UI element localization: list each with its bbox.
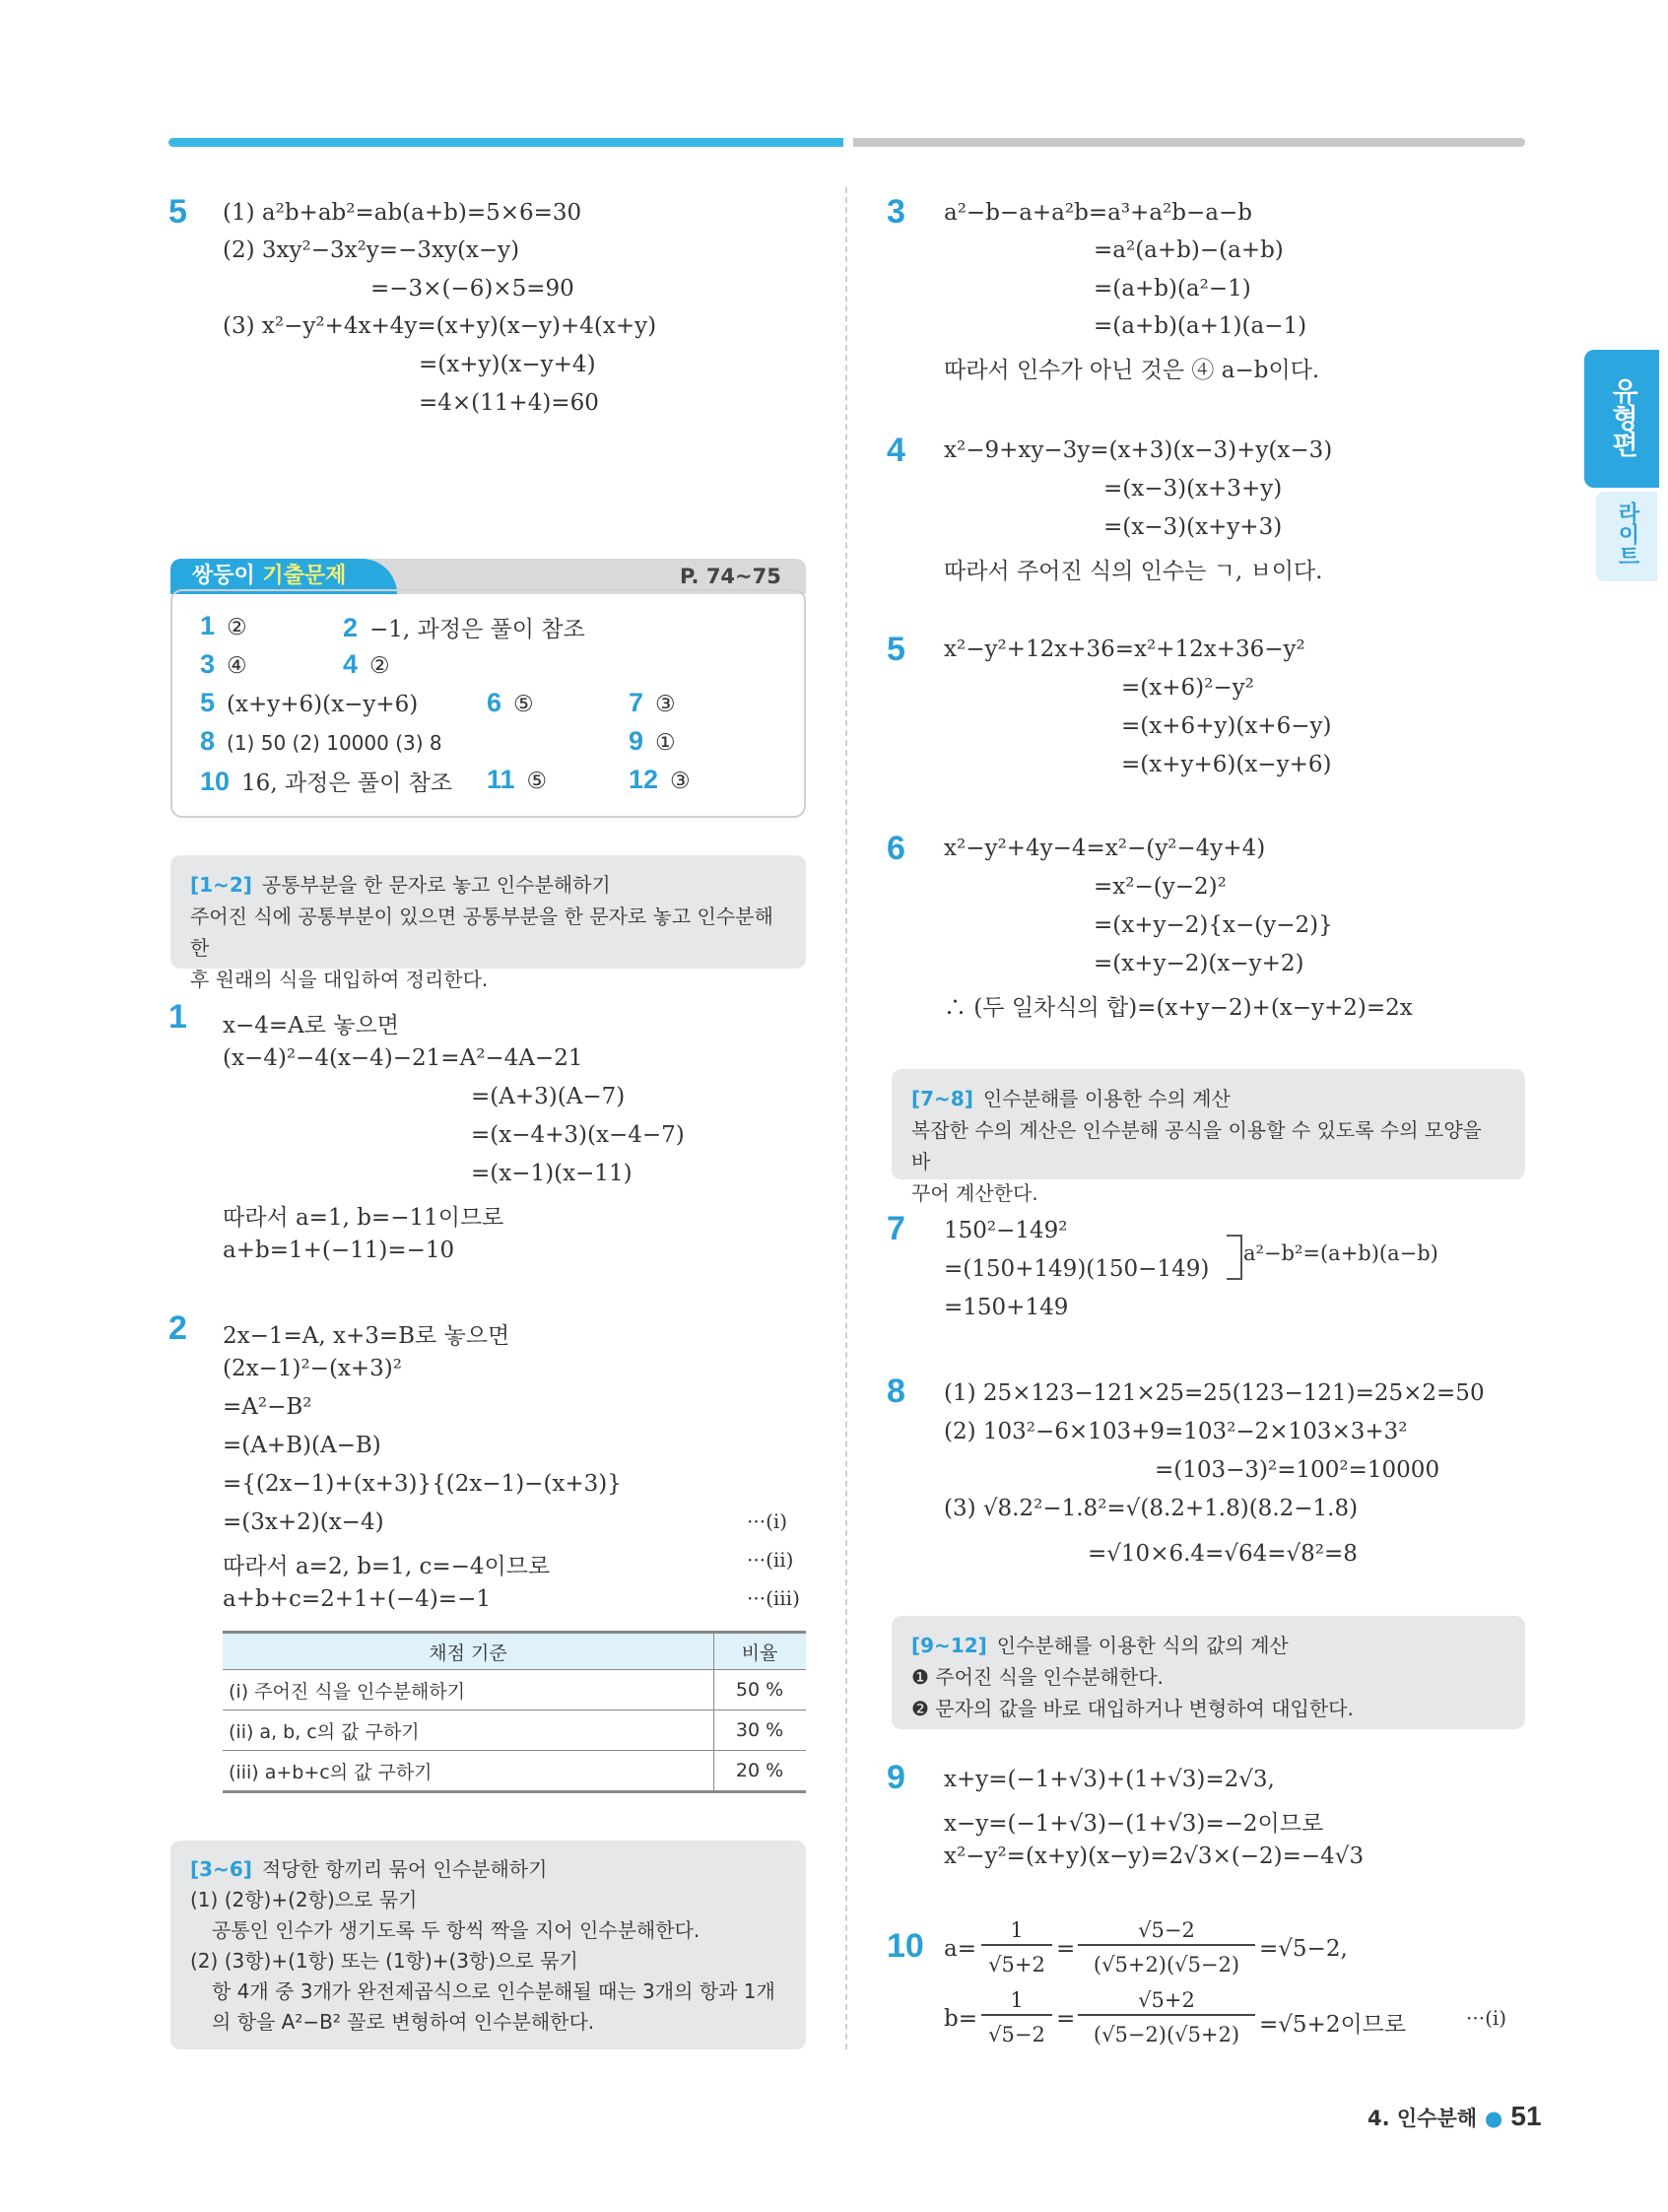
solution-line: (3) √8.2²−1.8²=√(8.2+1.8)(8.2−1.8) — [944, 1496, 1359, 1521]
solution-line: =−3×(−6)×5=90 — [370, 276, 574, 302]
grade-ratio: 30 % — [714, 1710, 807, 1751]
solution-line: =(x−1)(x−11) — [471, 1161, 633, 1186]
grade-criteria: (ii) a, b, c의 값 구하기 — [223, 1710, 714, 1751]
solution-line: 따라서 인수가 아닌 것은 ④ a−b이다. — [944, 358, 1320, 383]
equation-rhs: =√5+2이므로 — [1259, 2012, 1407, 2038]
answer-item: 10 16, 과정은 풀이 참조 — [200, 767, 453, 796]
solution-line: ∴ (두 일차식의 합)=(x+y−2)+(x−y+2)=2x — [944, 995, 1413, 1021]
equation-lhs: b= — [944, 2006, 977, 2032]
solution-line: x−4=A로 놓으면 — [223, 1013, 399, 1039]
step-mark: ···(ii) — [747, 1548, 794, 1572]
solution-line: 따라서 a=1, b=−11이므로 — [223, 1205, 504, 1231]
solution-line: =(150+149)(150−149) — [944, 1256, 1210, 1282]
problem-number: 4 — [887, 432, 905, 469]
answer-box-pages: P. 74~75 — [680, 565, 781, 588]
step-mark: ···(i) — [1466, 2006, 1507, 2030]
solution-line: =4×(11+4)=60 — [419, 390, 599, 416]
equals-sign: = — [1056, 1936, 1076, 1962]
table-row — [223, 1751, 806, 1792]
fraction-denominator: √5+2 — [988, 1953, 1045, 1977]
solution-line: 따라서 주어진 식의 인수는 ㄱ, ㅂ이다. — [944, 559, 1323, 584]
solution-line: =(a+b)(a+1)(a−1) — [1094, 313, 1307, 339]
side-tab-type[interactable]: 유형편 — [1584, 350, 1659, 488]
solution-line: =(3x+2)(x−4) — [223, 1509, 384, 1535]
equation-rhs: =√5−2, — [1259, 1936, 1348, 1962]
answer-item: 8 (1) 50 (2) 10000 (3) 8 — [200, 726, 442, 756]
solution-line: =(a+b)(a²−1) — [1094, 276, 1251, 302]
answer-item: 5 (x+y+6)(x−y+6) — [200, 688, 419, 717]
solution-line: (1) 25×123−121×25=25(123−121)=25×2=50 — [944, 1380, 1485, 1406]
solution-line: a+b=1+(−11)=−10 — [223, 1238, 455, 1263]
solution-line: =A²−B² — [223, 1394, 312, 1420]
grade-ratio: 20 % — [714, 1751, 807, 1792]
solution-line: =(x−3)(x+3+y) — [1103, 476, 1283, 502]
answer-item: 6 ⑤ — [487, 688, 534, 717]
fraction-numerator: √5−2 — [1078, 1918, 1255, 1946]
step-mark: ···(iii) — [747, 1586, 800, 1610]
solution-line: =(x+6)²−y² — [1121, 675, 1254, 701]
chapter-label: 4. 인수분해 — [1368, 2107, 1478, 2130]
solution-line: =√10×6.4=√64=√8²=8 — [1088, 1541, 1358, 1567]
table-row — [223, 1670, 806, 1710]
top-accent-bar — [168, 138, 843, 147]
fraction-numerator: 1 — [981, 1918, 1052, 1946]
fraction-numerator: √5+2 — [1078, 1988, 1255, 2016]
grade-criteria: (i) 주어진 식을 인수분해하기 — [223, 1670, 714, 1710]
solution-line: (3) x²−y²+4x+4y=(x+y)(x−y)+4(x+y) — [223, 313, 657, 339]
fraction-numerator: 1 — [981, 1988, 1052, 2016]
problem-number: 5 — [168, 193, 187, 231]
problem-number: 6 — [887, 830, 905, 867]
answer-item: 3 ④ — [200, 649, 247, 679]
problem-number: 1 — [168, 998, 187, 1036]
answer-item: 2 −1, 과정은 풀이 참조 — [343, 613, 585, 642]
fraction-denominator: √5−2 — [988, 2023, 1045, 2046]
solution-line: =150+149 — [944, 1295, 1069, 1320]
tip-box: [3~6] 적당한 항끼리 묶어 인수분해하기 (1) (2항)+(2항)으로 묶기 공통인 인수가 생기도록 두 항씩 짝을 지어 인수분해한다. (2) (3항)+(1항) 또는 (1항)+(3항)으로 묶기 항 4개 중 3개가 완전제곱식으로 인수분해될 때는 3개의 항과 1개 의 항을 A²−B² 꼴로 변형하여 인수분해한다. — [170, 1841, 806, 2049]
column-divider — [845, 187, 847, 2049]
formula-bracket — [1227, 1235, 1242, 1280]
solution-line: =(x+y−2){x−(y−2)} — [1094, 912, 1333, 938]
solution-line: 따라서 a=2, b=1, c=−4이므로 — [223, 1554, 551, 1579]
grade-criteria: (iii) a+b+c의 값 구하기 — [223, 1751, 714, 1792]
solution-line: =(A+B)(A−B) — [223, 1433, 381, 1458]
problem-number: 7 — [887, 1210, 905, 1247]
problem-number: 10 — [887, 1927, 924, 1965]
solution-line: (2x−1)²−(x+3)² — [223, 1356, 402, 1381]
answer-box-title: 쌍둥이 기출문제 — [170, 559, 397, 594]
solution-line: =(103−3)²=100²=10000 — [1155, 1457, 1440, 1483]
problem-number: 9 — [887, 1759, 905, 1796]
solution-line: 150²−149² — [944, 1218, 1068, 1243]
fraction-denominator: (√5+2)(√5−2) — [1093, 1953, 1240, 1977]
page-number: 51 — [1510, 2101, 1542, 2131]
solution-line: =(x+y+6)(x−y+6) — [1121, 752, 1332, 777]
bullet-icon: ● — [1485, 2107, 1503, 2130]
grading-table — [223, 1631, 806, 1793]
solution-line: x²−y²=(x+y)(x−y)=2√3×(−2)=−4√3 — [944, 1843, 1365, 1869]
answer-item: 4 ② — [343, 649, 390, 679]
solution-line: ={(2x−1)+(x+3)}{(2x−1)−(x+3)} — [223, 1471, 622, 1497]
table-row — [223, 1710, 806, 1751]
solution-line: (1) a²b+ab²=ab(a+b)=5×6=30 — [223, 200, 582, 226]
step-mark: ···(i) — [747, 1509, 788, 1533]
grade-ratio: 50 % — [714, 1670, 807, 1710]
problem-number: 5 — [887, 631, 905, 668]
solution-line: x−y=(−1+√3)−(1+√3)=−2이므로 — [944, 1811, 1324, 1837]
problem-number: 8 — [887, 1373, 905, 1410]
solution-line: (2) 103²−6×103+9=103²−2×103×3+3² — [944, 1419, 1408, 1444]
solution-line: =x²−(y−2)² — [1094, 874, 1227, 900]
solution-line: =(x+y−2)(x−y+2) — [1094, 951, 1304, 976]
grade-header-ratio: 비율 — [714, 1633, 807, 1670]
top-gray-bar — [853, 138, 1525, 147]
answer-item: 9 ① — [629, 726, 676, 756]
equals-sign: = — [1056, 2006, 1076, 2032]
tip-box: [1~2] 공통부분을 한 문자로 놓고 인수분해하기 주어진 식에 공통부분이 있으면 공통부분을 한 문자로 놓고 인수분해한 후 원래의 식을 대입하여 정리한다. — [170, 855, 806, 969]
answer-item: 1 ② — [200, 611, 247, 640]
solution-line: =(x−4+3)(x−4−7) — [471, 1122, 685, 1148]
page-footer — [1368, 2101, 1542, 2132]
grade-header-criteria: 채점 기준 — [223, 1633, 714, 1670]
side-tab-light[interactable]: 라이트 — [1594, 490, 1659, 583]
solution-line: x²−9+xy−3y=(x+3)(x−3)+y(x−3) — [944, 437, 1333, 463]
solution-line: (x−4)²−4(x−4)−21=A²−4A−21 — [223, 1045, 583, 1071]
tip-box: [7~8] 인수분해를 이용한 수의 계산 복잡한 수의 계산은 인수분해 공식을 이용할 수 있도록 수의 모양을 바 꾸어 계산한다. — [892, 1069, 1525, 1179]
solution-line: a²−b−a+a²b=a³+a²b−a−b — [944, 200, 1252, 226]
answer-item: 12 ③ — [629, 765, 691, 794]
solution-line: x²−y²+4y−4=x²−(y²−4y+4) — [944, 836, 1266, 861]
solution-line: =(A+3)(A−7) — [471, 1084, 626, 1109]
solution-line: x+y=(−1+√3)+(1+√3)=2√3, — [944, 1767, 1275, 1792]
solution-line: =(x+y)(x−y+4) — [419, 352, 596, 377]
problem-number: 3 — [887, 193, 905, 231]
solution-line: =(x+6+y)(x+6−y) — [1121, 713, 1332, 739]
tip-box: [9~12] 인수분해를 이용한 식의 값의 계산 ❶ 주어진 식을 인수분해한다. ❷ 문자의 값을 바로 대입하거나 변형하여 대입한다. — [892, 1616, 1525, 1729]
fraction-denominator: (√5−2)(√5+2) — [1093, 2023, 1240, 2046]
answer-item: 11 ⑤ — [487, 765, 548, 794]
formula-note: a²−b²=(a+b)(a−b) — [1243, 1241, 1438, 1265]
solution-line: (2) 3xy²−3x²y=−3xy(x−y) — [223, 237, 520, 263]
solution-line: x²−y²+12x+36=x²+12x+36−y² — [944, 637, 1305, 662]
solution-line: =a²(a+b)−(a+b) — [1094, 237, 1284, 263]
solution-line: a+b+c=2+1+(−4)=−1 — [223, 1586, 491, 1612]
answer-item: 7 ③ — [629, 688, 676, 717]
equation-lhs: a= — [944, 1936, 976, 1962]
problem-number: 2 — [168, 1309, 187, 1347]
solution-line: 2x−1=A, x+3=B로 놓으면 — [223, 1323, 510, 1349]
solution-line: =(x−3)(x+y+3) — [1103, 514, 1283, 540]
